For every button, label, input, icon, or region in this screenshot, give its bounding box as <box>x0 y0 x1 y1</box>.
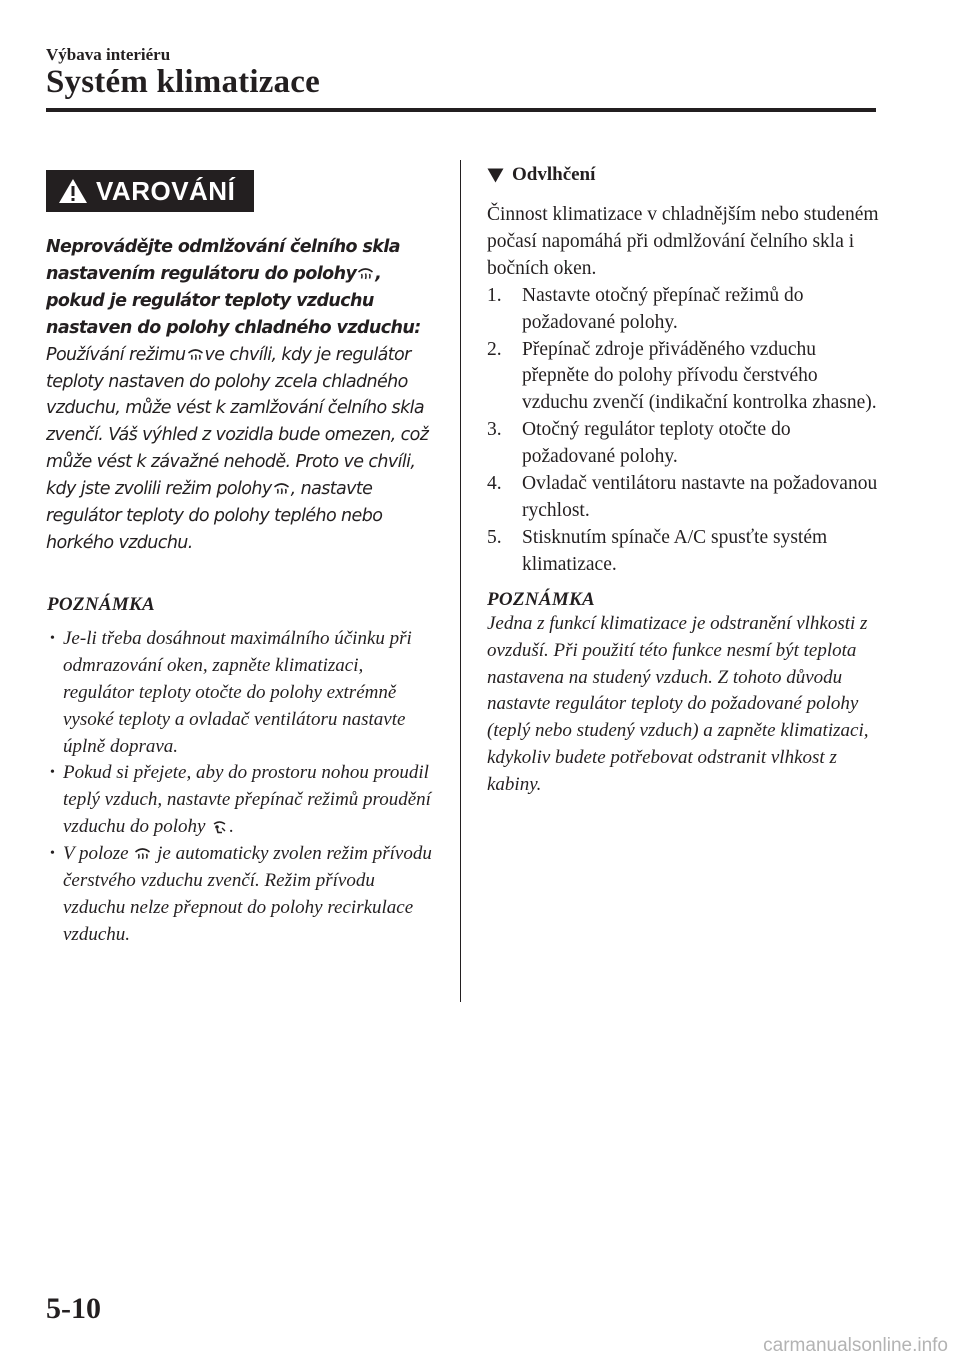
step-number: 2. <box>487 338 502 360</box>
right-column <box>487 160 879 799</box>
note-item-text: V poloze <box>63 843 129 865</box>
note-heading: POZNÁMKA <box>487 588 595 610</box>
note-list <box>46 626 436 949</box>
warning-text <box>46 234 436 557</box>
step-item <box>487 283 879 337</box>
watermark: carmanualsonline.info <box>763 1335 948 1356</box>
note-item-text: . <box>229 816 234 838</box>
warning-triangle-icon <box>58 178 88 204</box>
section-label: Výbava interiéru <box>46 45 171 64</box>
note-item <box>46 626 436 761</box>
step-number: 3. <box>487 419 502 441</box>
step-number: 1. <box>487 284 502 306</box>
page-number: 5-10 <box>46 1292 101 1325</box>
step-text: Otočný regulátor teploty otočte do požadované polohy. <box>522 419 791 468</box>
step-number: 4. <box>487 473 502 495</box>
note-item <box>46 760 436 841</box>
warning-body-3: , nastavte regulátor teploty do polohy teplého nebo horkého vzduchu. <box>46 479 383 553</box>
step-text: Ovladač ventilátoru nastavte na požadovanou rychlost. <box>522 473 878 521</box>
floor-defrost-icon <box>211 819 228 834</box>
note-text: Jedna z funkcí klimatizace je odstranění vlhkosti z ovzduší. Při použití této funkce nesmí být teplota nastavena na studený vzduch. Z tohoto důvodu nastavte regulátor teploty do požadované polohy (teplý nebo studený vzduch) a zapněte klimatizaci, kdykoliv budete potřebovat odstranit vlhkost z kabiny. <box>487 612 869 796</box>
warning-body-1: Používání režimu <box>46 344 186 365</box>
dehumidify-heading-text: Odvlhčení <box>512 164 596 185</box>
note-item-text: je automaticky zvolen režim přívodu čerstvého vzduchu zvenčí. Režim přívodu vzduchu nelze přepnout do polohy recirkulace vzduchu. <box>63 843 432 945</box>
triangle-down-icon <box>487 168 504 183</box>
note-item-text: Pokud si přejete, aby do prostoru nohou proudil teplý vzduch, nastavte přepínač režimů proudění vzduchu do polohy <box>63 762 431 838</box>
dehumidify-heading <box>487 160 879 190</box>
note-item <box>46 841 436 949</box>
note-item-text: Je-li třeba dosáhnout maximálního účinku při odmrazování oken, zapněte klimatizaci, regulátor teploty otočte do polohy extrémně vysoké teploty a ovladač ventilátoru nastavte úplně doprava. <box>63 627 412 757</box>
note-heading: POZNÁMKA <box>47 593 155 615</box>
warning-bold-text-1: Neprovádějte odmlžování čelního skla nastavením regulátoru do polohy <box>46 237 400 284</box>
column-divider <box>460 160 461 1002</box>
steps-list <box>487 283 879 579</box>
step-text: Stisknutím spínače A/C spusťte systém klimatizace. <box>522 526 828 575</box>
defroster-icon <box>357 266 374 281</box>
step-item <box>487 337 879 418</box>
defroster-icon <box>273 481 290 496</box>
warning-bold-text-2: , pokud je regulátor teploty vzduchu nastaven do polohy chladného vzduchu: <box>46 263 421 338</box>
warning-body-2: ve chvíli, kdy je regulátor teploty nastaven do polohy zcela chladného vzduchu, může vést k zamlžování čelního skla zvenčí. Váš výhled z vozidla bude omezen, což může vést k závažné nehodě. Proto ve chvíli, kdy jste zvolili režim polohy <box>46 344 429 500</box>
warning-banner <box>46 170 254 212</box>
step-item <box>487 417 879 471</box>
left-column <box>46 170 436 949</box>
defroster-icon <box>187 347 204 362</box>
step-number: 5. <box>487 526 502 548</box>
step-item <box>487 525 879 579</box>
page-title: Systém klimatizace <box>46 64 320 100</box>
dehumidify-intro: Činnost klimatizace v chladnějším nebo studeném počasí napomáhá při odmlžování čelního skla i bočních oken. <box>487 204 879 279</box>
step-text: Přepínač zdroje přiváděného vzduchu přepněte do polohy přívodu čerstvého vzduchu zvenčí (indikační kontrolka zhasne). <box>522 338 877 414</box>
defroster-icon <box>134 846 151 861</box>
step-text: Nastavte otočný přepínač režimů do požadované polohy. <box>522 284 804 333</box>
warning-label: VAROVÁNÍ <box>96 175 236 206</box>
step-item <box>487 471 879 525</box>
title-rule <box>46 108 876 112</box>
